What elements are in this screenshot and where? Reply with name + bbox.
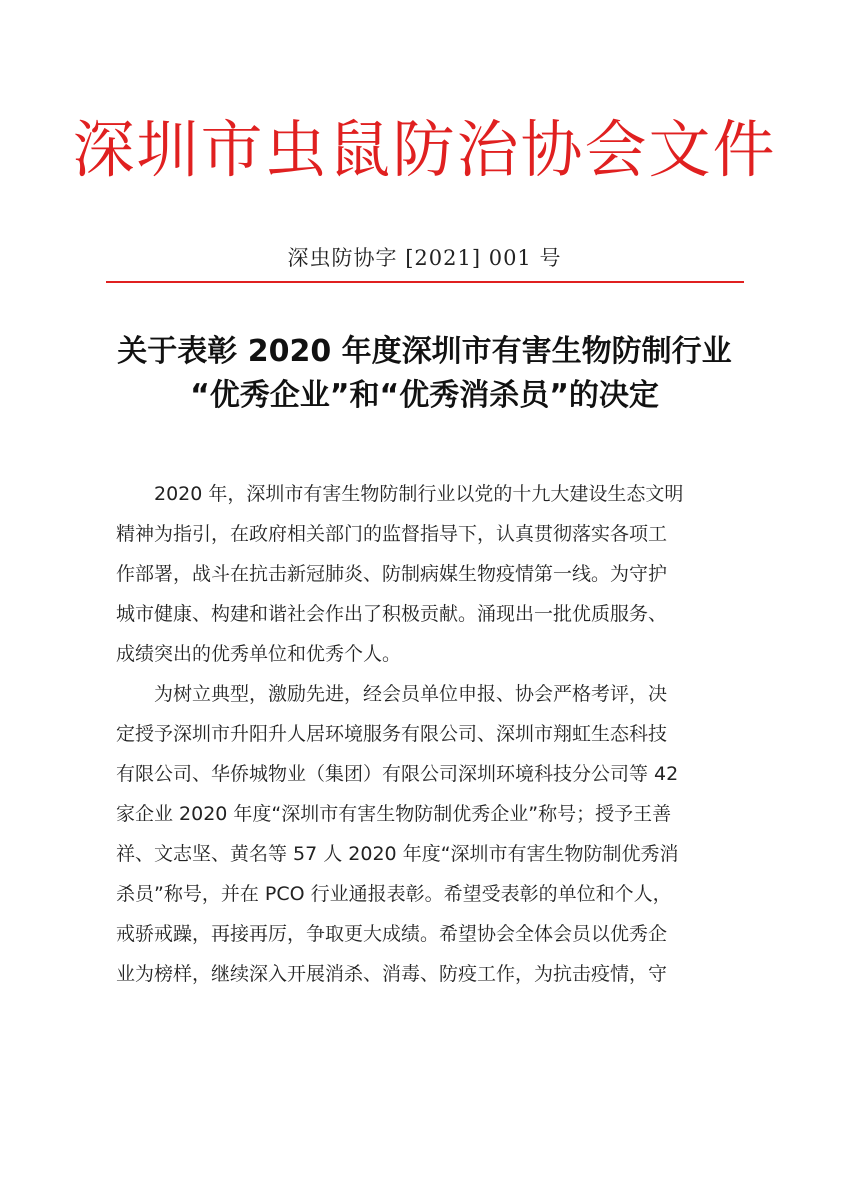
paragraph-2-line-7: 戒骄戒躁，再接再厉，争取更大成绩。希望协会全体会员以优秀企 — [116, 923, 668, 945]
red-divider-line — [106, 281, 744, 283]
paragraph-1-line-2: 精神为指引，在政府相关部门的监督指导下，认真贯彻落实各项工 — [116, 523, 668, 545]
document-body — [116, 474, 748, 994]
paragraph-2-line-1: 为树立典型，激励先进，经会员单位申报、协会严格考评，决 — [154, 683, 668, 705]
document-title — [60, 330, 789, 418]
paragraph-2-line-3: 有限公司、华侨城物业（集团）有限公司深圳环境科技分公司等 42 — [116, 763, 679, 785]
paragraph-1-line-1: 2020 年，深圳市有害生物防制行业以党的十九大建设生态文明 — [154, 483, 684, 505]
paragraph-2-line-8: 业为榜样，继续深入开展消杀、消毒、防疫工作，为抗击疫情，守 — [116, 963, 668, 985]
paragraph-2-line-6: 杀员”称号，并在 PCO 行业通报表彰。希望受表彰的单位和个人， — [116, 883, 672, 905]
document-number: 深虫防协字 [2021] 001 号 — [287, 246, 562, 270]
paragraph-1-line-4: 城市健康、构建和谐社会作出了积极贡献。涌现出一批优质服务、 — [116, 603, 668, 625]
paragraph-1-line-3: 作部署，战斗在抗击新冠肺炎、防制病媒生物疫情第一线。为守护 — [116, 563, 668, 585]
masthead-title: 深圳市虫鼠防治协会文件 — [72, 113, 777, 186]
paragraph-1-line-5: 成绩突出的优秀单位和优秀个人。 — [116, 643, 402, 665]
document-title-line-2: “优秀企业”和“优秀消杀员”的决定 — [190, 378, 659, 413]
document-title-line-1: 关于表彰 2020 年度深圳市有害生物防制行业 — [117, 334, 732, 369]
paragraph-2-line-2: 定授予深圳市升阳升人居环境服务有限公司、深圳市翔虹生态科技 — [116, 723, 668, 745]
paragraph-2-line-5: 祥、文志坚、黄名等 57 人 2020 年度“深圳市有害生物防制优秀消 — [116, 843, 679, 865]
paragraph-2-line-4: 家企业 2020 年度“深圳市有害生物防制优秀企业”称号；授予王善 — [116, 803, 672, 825]
